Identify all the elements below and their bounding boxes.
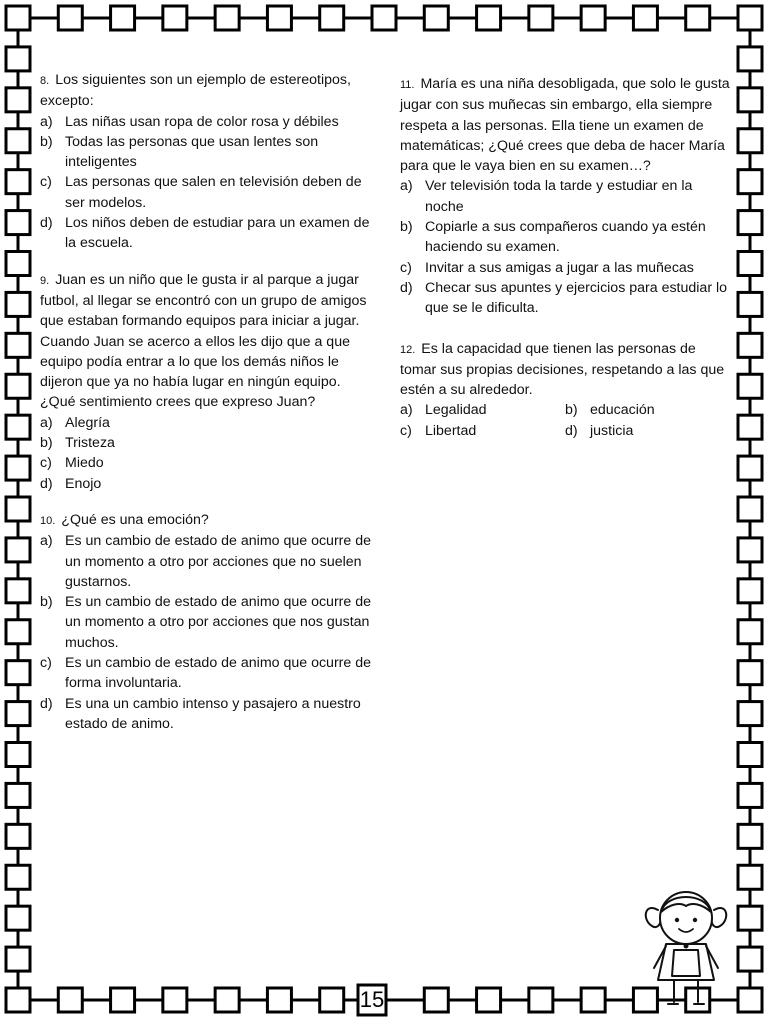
border-square [6,702,30,726]
options-row [400,421,730,441]
page-number: 15 [359,987,385,1012]
border-square [738,743,762,767]
border-square [6,743,30,767]
border-square [6,783,30,807]
border-square [581,6,605,30]
option-b: b) Es un cambio de estado de animo que ocurre de un momento a otro por acciones que nos gustan muchos. [40,594,372,651]
question-number: 10. [40,514,56,527]
border-square [738,47,762,71]
option-b: b) Todas las personas que usan lentes son inteligentes [40,133,319,171]
option-a: a) Es un cambio de estado de animo que ocurre de un momento a otro por acciones que no suelen gustarnos. [40,533,372,590]
option-a: a) Alegría [40,414,110,431]
border-square [6,988,30,1012]
option-d: d) Los niños deben de estudiar para un examen de la escuela. [40,215,370,252]
option-d: d) justicia [565,422,634,439]
option-a: a) Ver televisión toda la tarde y estudiar en la noche [400,178,693,215]
border-square [320,988,344,1012]
border-square [58,988,82,1012]
border-square [738,538,762,562]
option-d: d) Es una un cambio intenso y pasajero a nuestro estado de animo. [40,695,361,732]
border-square [738,702,762,726]
option-c: c) Es un cambio de estado de animo que ocurre de forma involuntaria. [40,655,372,692]
question-10 [40,510,372,734]
question-11 [400,74,730,319]
border-square [738,947,762,971]
question-9 [40,270,372,494]
girl-illustration-icon [636,880,736,1010]
border-square [6,333,30,357]
border-square [6,292,30,316]
border-square [6,170,30,194]
border-square [6,824,30,848]
border-square [738,170,762,194]
border-square [738,374,762,398]
border-square [738,783,762,807]
question-number: 8. [40,75,50,87]
border-square [738,415,762,439]
border-square [372,6,396,30]
border-square [111,6,135,30]
border-square [6,415,30,439]
border-square [738,824,762,848]
border-square [267,6,291,30]
option-a: a) Legalidad [400,402,487,419]
border-square [738,620,762,644]
border-square [6,211,30,235]
question-stem: Juan es un niño que le gusta ir al parque a jugar futbol, al llegar se encontró con un grupo de amigos que estaban formando equipos para iniciar a jugar. Cuando Juan se acerco a ellos les dijo que a que equipo podía entrar a lo que los demás niños le dijeron que ya no había lugar en ningún equipo. ¿Qué sentimiento crees que expreso Juan? [40,271,367,411]
border-square [738,906,762,930]
border-square [163,988,187,1012]
border-square [738,88,762,112]
border-square [738,865,762,889]
border-square [529,6,553,30]
border-square [738,988,762,1012]
option-d: d) Enojo [40,475,102,492]
border-square [738,497,762,521]
border-square [738,292,762,316]
right-column [400,74,730,457]
border-square [111,988,135,1012]
left-column [40,70,372,750]
option-c: c) Invitar a sus amigas a jugar a las muñecas [400,259,694,276]
option-b: b) Tristeza [40,435,115,452]
border-square [320,6,344,30]
border-square [6,579,30,603]
border-square [477,988,501,1012]
border-square [6,538,30,562]
question-number: 9. [40,274,50,287]
option-c: c) Miedo [40,455,104,472]
border-square [6,456,30,480]
border-square [529,988,553,1012]
option-a: a) Las niñas usan ropa de color rosa y débiles [40,113,339,130]
border-square [6,661,30,685]
border-square [738,252,762,276]
border-square [6,906,30,930]
border-square [58,6,82,30]
border-square [6,88,30,112]
border-square [581,988,605,1012]
border-square [738,6,762,30]
border-square [6,374,30,398]
border-square [6,47,30,71]
question-number: 11. [400,79,415,91]
question-stem: María es una niña desobligada, que solo le gusta jugar con sus muñecas sin embargo, ella siempre respeta a las personas. Ella tiene un examen de matemáticas; ¿Qué crees que deba de hacer María para que le vaya bien en su examen…? [400,76,730,175]
question-number: 12. [400,343,416,356]
border-square [424,988,448,1012]
option-c: c) Las personas que salen en televisión deben de ser modelos. [40,174,362,211]
border-square [738,333,762,357]
border-square [6,129,30,153]
border-square [738,129,762,153]
question-stem: Es la capacidad que tienen las personas de tomar sus propias decisiones, respetando a las que estén a su alrededor. [400,340,725,399]
border-square [738,579,762,603]
border-square [163,6,187,30]
border-square [686,6,710,30]
border-square [738,211,762,235]
border-square [215,6,239,30]
option-b: b) Copiarle a sus compañeros cuando ya estén haciendo su examen. [400,219,706,256]
border-square [215,988,239,1012]
question-8 [40,70,372,254]
border-square [477,6,501,30]
border-square [6,252,30,276]
question-stem: ¿Qué es una emoción? [61,511,209,528]
border-square [267,988,291,1012]
option-d: d) Checar sus apuntes y ejercicios para estudiar lo que se le dificulta. [400,279,728,317]
border-square [6,865,30,889]
options-row [400,400,730,420]
border-square [6,6,30,30]
border-square [633,6,657,30]
border-square [6,497,30,521]
question-12 [400,339,730,441]
border-square [6,947,30,971]
border-square [424,6,448,30]
option-b: b) educación [565,402,655,419]
border-square [6,620,30,644]
border-square [738,456,762,480]
border-square [738,661,762,685]
option-c: c) Libertad [400,422,477,439]
question-stem: Los siguientes son un ejemplo de estereotipos, excepto: [40,72,351,110]
